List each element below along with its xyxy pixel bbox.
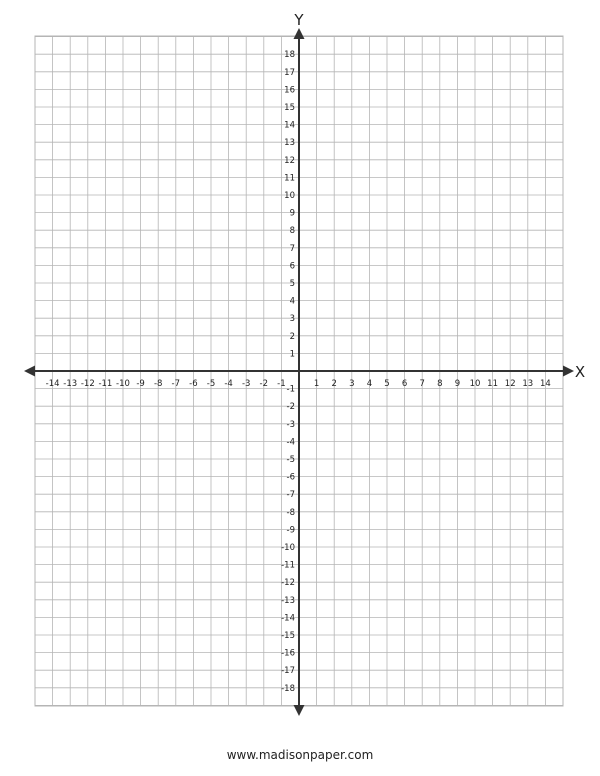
y-tick-label: 17	[284, 67, 295, 78]
x-tick-label: 11	[487, 379, 499, 389]
x-tick-label: 7	[419, 379, 425, 389]
y-tick-label: 4	[289, 296, 295, 307]
y-tick-label: 14	[284, 120, 295, 131]
x-tick-label: -11	[98, 379, 113, 389]
x-tick-label: -14	[45, 379, 60, 389]
x-tick-label: -7	[171, 379, 181, 389]
x-axis-label: X	[574, 363, 586, 381]
y-tick-label: -4	[286, 437, 295, 448]
x-tick-label: 2	[331, 379, 337, 389]
axes	[24, 28, 574, 716]
x-axis-right-arrow-icon	[563, 366, 574, 377]
y-tick-label: 18	[284, 50, 295, 61]
y-tick-label: 10	[284, 191, 295, 201]
x-tick-label: -12	[80, 379, 95, 389]
x-tick-label: 14	[539, 379, 551, 389]
x-tick-label: -1	[277, 379, 286, 389]
x-tick-label: 13	[522, 379, 534, 389]
y-axis-top-arrow-icon	[294, 28, 305, 39]
y-tick-label: 16	[284, 85, 295, 96]
y-tick-label: 5	[289, 279, 295, 289]
y-tick-label: -6	[286, 472, 295, 483]
y-tick-label: 12	[284, 155, 295, 166]
x-tick-label: 6	[401, 379, 408, 389]
y-tick-label: -14	[281, 613, 295, 624]
y-tick-label: 3	[289, 314, 295, 325]
y-tick-label: -10	[281, 543, 295, 553]
x-axis-left-arrow-icon	[24, 366, 35, 377]
x-tick-label: -13	[63, 379, 78, 389]
y-tick-label: -5	[286, 455, 295, 465]
x-tick-label: -3	[241, 379, 251, 389]
y-axis-bottom-arrow-icon	[294, 705, 305, 716]
y-tick-label: 6	[289, 261, 295, 272]
y-tick-label: -7	[286, 490, 295, 501]
x-tick-label: 8	[437, 379, 443, 389]
x-tick-label: 12	[504, 379, 516, 389]
y-tick-label: -15	[281, 631, 295, 641]
x-tick-label: -2	[259, 379, 269, 389]
x-tick-label: 5	[384, 379, 390, 389]
x-tick-label: 10	[469, 379, 481, 389]
x-tick-label: 1	[313, 379, 320, 389]
y-tick-label: -8	[286, 507, 295, 518]
y-tick-label: -9	[286, 525, 295, 536]
x-tick-label: -8	[153, 379, 163, 389]
y-tick-label: 1	[289, 349, 295, 360]
y-tick-label: -17	[281, 666, 295, 677]
y-axis-label: Y	[294, 11, 304, 29]
y-tick-label: -11	[281, 560, 295, 571]
x-tick-label: 3	[349, 379, 355, 389]
x-tick-label: -4	[224, 379, 233, 389]
x-tick-label: 4	[366, 379, 373, 389]
y-tick-label: 15	[284, 103, 295, 113]
y-tick-label: -13	[281, 595, 295, 606]
y-tick-label: -18	[281, 683, 295, 694]
y-tick-label: -1	[286, 384, 295, 395]
y-tick-label: -12	[281, 578, 295, 589]
y-tick-label: 9	[289, 208, 295, 219]
x-tick-label: -9	[136, 379, 145, 389]
y-tick-label: 8	[289, 226, 295, 237]
y-tick-label: 2	[289, 331, 295, 342]
y-tick-label: 13	[284, 138, 295, 149]
x-tick-label: -10	[116, 379, 130, 389]
footer-website: www.madisonpaper.com	[226, 748, 374, 762]
x-tick-label: -5	[206, 379, 216, 389]
y-tick-label: -3	[286, 419, 295, 430]
y-tick-label: 11	[284, 173, 295, 184]
y-tick-label: -2	[286, 402, 295, 413]
x-tick-label: -6	[189, 379, 198, 389]
y-tick-label: 7	[289, 243, 295, 254]
y-tick-label: -16	[281, 648, 295, 659]
x-tick-label: 9	[454, 379, 461, 389]
